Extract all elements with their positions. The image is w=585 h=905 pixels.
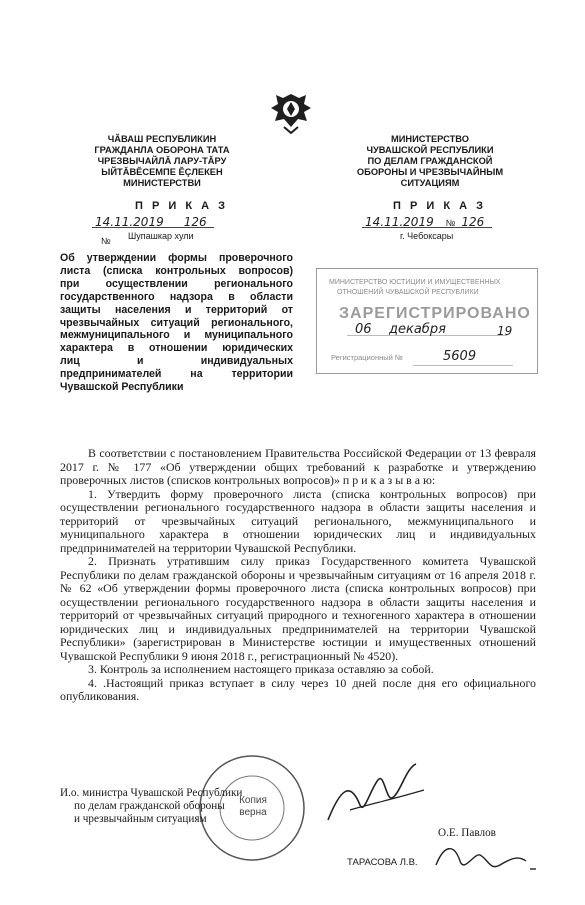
- title-line: государственного надзора в области: [60, 290, 293, 303]
- left-order-underline: [92, 227, 214, 228]
- signer-title-line1: И.о. министра Чувашской Республики: [60, 787, 243, 799]
- left-order-number: 126: [183, 215, 207, 229]
- title-line: Об утверждении формы проверочного: [60, 252, 293, 264]
- stamp-reg-label: Регистрационный №: [331, 353, 403, 362]
- title-line: лиц и индивидуальных: [60, 355, 293, 368]
- right-org-name: МИНИСТЕРСТВО ЧУВАШСКОЙ РЕСПУБЛИКИ ПО ДЕЛАМ ГРАЖДАНСКОЙ ОБОРОНЫ И ЧРЕЗВЫЧАЙНЫМ СИТУАЦИЯМ: [356, 134, 504, 188]
- right-order-underline: [362, 227, 492, 228]
- right-order-number: 126: [461, 215, 485, 229]
- right-order-label: П Р И К А З: [393, 200, 486, 212]
- item-1: 1. Утвердить форму проверочного листа (списка контрольных вопросов) при осуществлении регионального государственного надзора в области защиты населения и территорий от чрезвычайных ситуаций регионального, межмуниципального и муниципального характера в отношении юридических лиц и индивидуальных предпринимателей на территории Чувашской Республики.: [60, 486, 536, 555]
- title-line: защиты населения и территорий от: [60, 303, 293, 316]
- stamp-ministry-line2: ОТНОШЕНИЙ ЧУВАШСКОЙ РЕСПУБЛИКИ: [337, 289, 479, 296]
- signer-title-line3: и чрезвычайным ситуациям: [74, 813, 207, 825]
- registration-stamp: [316, 268, 538, 374]
- item-2: 2. Признать утратившим силу приказ Государственного комитета Чувашской Республики по делам гражданской обороны и чрезвычайным ситуациям от 16 апреля 2018 г. № 62 «Об утверждении формы проверочного листа (списка контрольных вопросов) при осуществлении регионального государственного надзора в области защиты населения и территорий от чрезвычайных ситуаций природного и техногенного характера в отношении юридических лиц и индивидуальных предпринимателей на территории Чувашской Республики» (зарегистрирован в Министерстве юстиции и имущественных отношений Чувашской Республики 9 июня 2018 г., регистрационный № 4520).: [60, 554, 536, 663]
- stamp-registered: ЗАРЕГИСТРИРОВАНО: [339, 305, 531, 322]
- copy-signer-name: ТАРАСОВА Л.В.: [347, 857, 418, 868]
- title-line: межмуниципального и муниципального: [60, 329, 293, 342]
- signer-name: О.Е. Павлов: [438, 827, 496, 839]
- right-number-sign: №: [445, 218, 456, 228]
- title-line: листа (списка контрольных вопросов): [60, 264, 293, 277]
- copy-stamp-text: Копия верна: [239, 795, 267, 818]
- title-line: при осуществлении регионального: [60, 277, 293, 290]
- stamp-date-year: 19: [497, 324, 513, 338]
- title-line: Чувашской Республики: [60, 381, 184, 394]
- item-3: 3. Контроль за исполнением настоящего приказа оставляю за собой.: [88, 662, 434, 676]
- stamp-date-day: 06: [355, 322, 372, 337]
- stamp-ministry-line1: МИНИСТЕРСТВО ЮСТИЦИИ И ИМУЩЕСТВЕННЫХ: [329, 279, 501, 286]
- left-number-sign: №: [101, 236, 111, 246]
- stamp-reg-number: 5609: [443, 349, 477, 364]
- coat-of-arms-emblem: [266, 90, 316, 134]
- title-line: характера в отношении юридических: [60, 342, 293, 355]
- title-line: предпринимателей на территории: [60, 368, 293, 381]
- stamp-reg-line: [413, 365, 513, 366]
- handwritten-signature: [320, 760, 430, 830]
- right-order-date: 14.11.2019: [365, 215, 434, 229]
- signer-title-line2: по делам гражданской обороны: [74, 800, 225, 812]
- document-title: [60, 252, 293, 394]
- stamp-date-month: декабря: [389, 322, 446, 337]
- title-line: чрезвычайных ситуаций регионального,: [60, 316, 293, 329]
- item-4: 4. .Настоящий приказ вступает в силу через 10 дней после дня его официального опубликования.: [60, 675, 536, 703]
- document-body: [60, 447, 536, 704]
- intro-paragraph: В соответствии с постановлением Правительства Российской Федерации от 13 февраля 2017 г. № 177 «Об утверждении общих требований к разработке и утверждению проверочных листов (списков контрольных вопросов)» п р и к а з ы в а ю:: [60, 446, 536, 487]
- left-order-label: П Р И К А З: [135, 200, 228, 212]
- left-org-name: ЧĂВАШ РЕСПУБЛИКИН ГРАЖДАНЛА ОБОРОНА ТАТА ЧРЕЗВЫЧАЙЛĂ ЛАРУ-ТĂРУ ЫЙТĂВĔСЕМПЕ ĔÇЛЕКЕН МИНИСТЕРСТВИ: [94, 134, 230, 188]
- right-order-line: [365, 213, 505, 231]
- copy-signature: [430, 835, 540, 885]
- left-city: Шупашкар хули: [128, 231, 194, 241]
- left-order-date: 14.11.2019: [95, 215, 164, 229]
- right-city: г. Чебоксары: [400, 231, 454, 241]
